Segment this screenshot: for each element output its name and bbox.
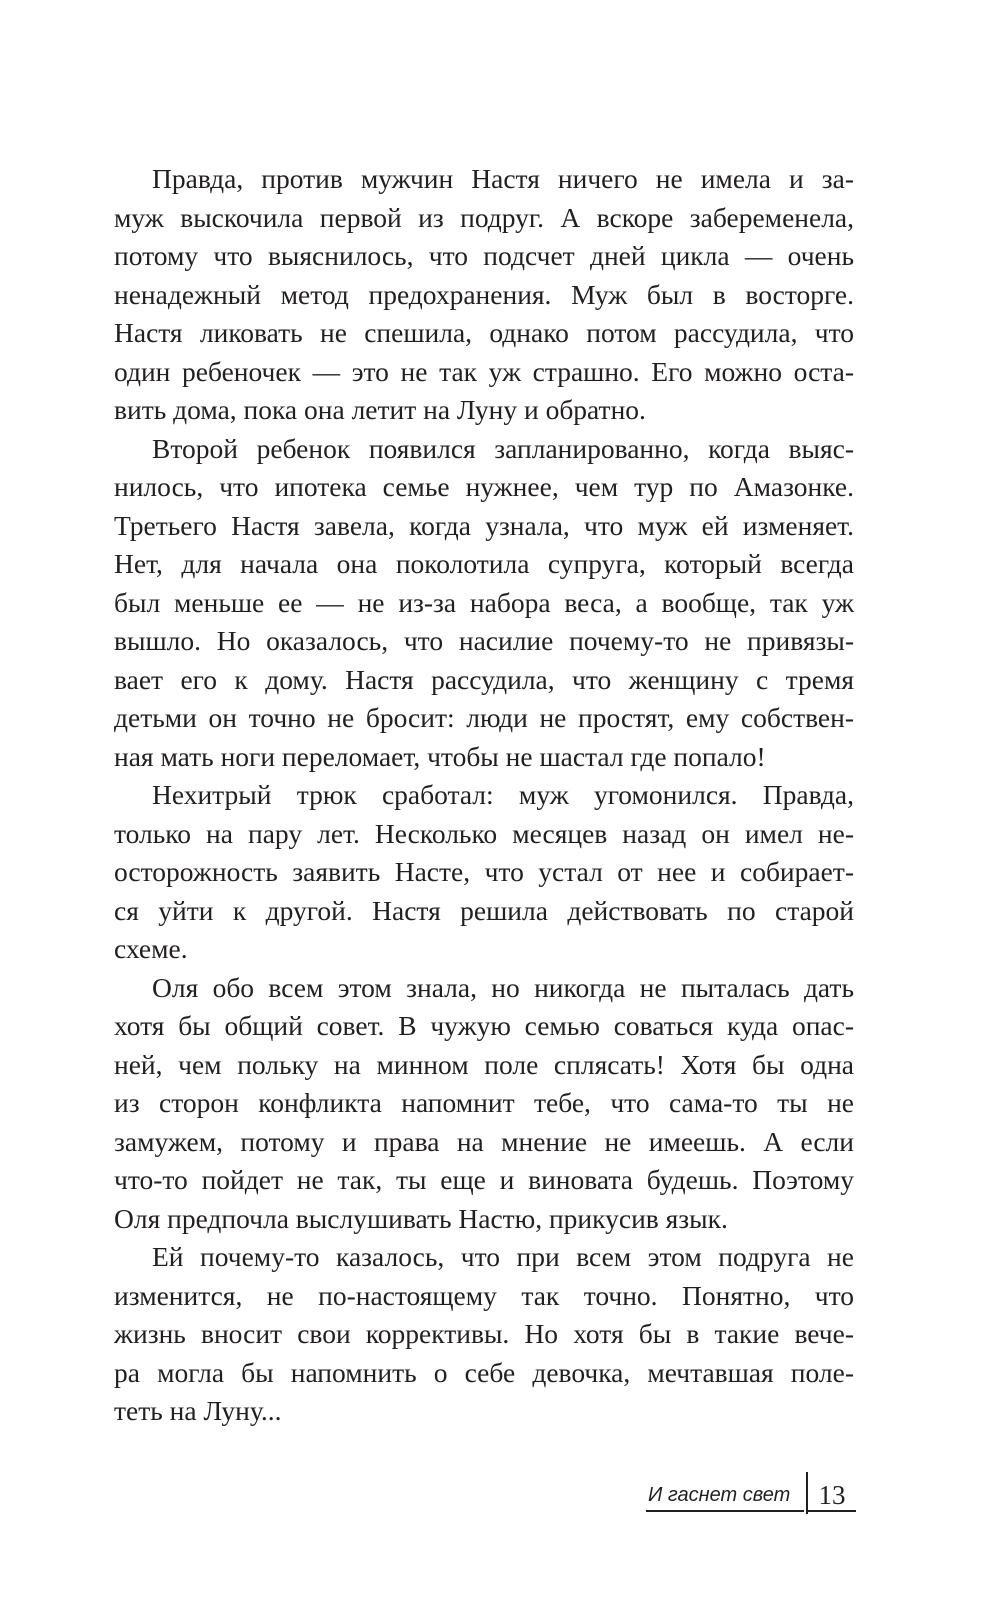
text-line: Второй ребенок появился запланированно, когда выяс- <box>152 432 854 464</box>
text-line: Оля обо всем этом знала, но никогда не пыталась дать <box>152 971 854 1003</box>
text-line: детьми он точно не бросит: люди не простят, ему собствен- <box>114 702 854 733</box>
running-title: И гаснет свет <box>646 1478 804 1512</box>
body-text <box>114 160 854 1431</box>
text-line: ра могла бы напомнить о себе девочка, мечтавшая поле- <box>114 1356 854 1388</box>
text-line: ней, чем польку на минном поле сплясать! Хотя бы одна <box>114 1048 854 1080</box>
paragraph-5 <box>114 1238 854 1431</box>
text-line: ная мать ноги переломает, чтобы не шастал где попало! <box>114 740 766 772</box>
paragraph-4 <box>114 969 854 1239</box>
paragraph-3 <box>114 776 854 969</box>
text-line: Оля предпочла выслушивать Настю, прикусив язык. <box>114 1202 728 1234</box>
text-line: один ребеночек — это не так уж страшно. Его можно оста- <box>114 355 854 387</box>
text-line: был меньше ее — не из-за набора веса, а вообще, так уж <box>114 586 854 618</box>
text-line: Третьего Настя завела, когда узнала, что муж ей изменяет. <box>114 509 854 541</box>
text-line: только на пару лет. Несколько месяцев назад он имел не- <box>114 817 854 849</box>
text-line: хотя бы общий совет. В чужую семью соваться куда опас- <box>114 1010 854 1041</box>
paragraph-1 <box>114 160 854 430</box>
paragraph-2 <box>114 430 854 777</box>
text-line: Нет, для начала она поколотила супруга, который всегда <box>114 548 854 579</box>
text-line: муж выскочила первой из подруг. А вскоре забеременела, <box>114 201 854 233</box>
text-line: Нехитрый трюк сработал: муж угомонился. Правда, <box>152 779 854 810</box>
text-line: из сторон конфликта напомнит тебе, что сама-то ты не <box>114 1087 854 1118</box>
text-line: замужем, потому и права на мнение не имеешь. А если <box>114 1125 854 1157</box>
text-line: вает его к дому. Настя рассудила, что женщину с тремя <box>114 663 854 695</box>
text-line: теть на Луну... <box>114 1395 282 1426</box>
text-line: вышло. Но оказалось, что насилие почему-то не привязы- <box>114 625 854 656</box>
page-number: 13 <box>808 1478 856 1512</box>
text-line: потому что выяснилось, что подсчет дней цикла — очень <box>114 240 854 271</box>
text-line: ненадежный метод предохранения. Муж был в восторге. <box>114 278 854 310</box>
text-line: Правда, против мужчин Настя ничего не имела и за- <box>152 163 854 194</box>
text-line: вить дома, пока она летит на Луну и обратно. <box>114 394 646 425</box>
text-line: нилось, что ипотека семье нужнее, чем тур по Амазонке. <box>114 471 854 502</box>
text-line: Ей почему-то казалось, что при всем этом подруга не <box>152 1241 854 1272</box>
text-line: ся уйти к другой. Настя решила действовать по старой <box>114 894 854 926</box>
text-line: Настя ликовать не спешила, однако потом рассудила, что <box>114 317 854 348</box>
page-footer <box>646 1472 856 1516</box>
text-line: жизнь вносит свои коррективы. Но хотя бы в такие вече- <box>114 1318 854 1349</box>
text-line: что-то пойдет не так, ты еще и виновата будешь. Поэтому <box>114 1164 854 1195</box>
text-line: изменится, не по-настоящему так точно. Понятно, что <box>114 1279 854 1311</box>
text-line: схеме. <box>114 933 188 964</box>
text-line: осторожность заявить Насте, что устал от нее и собирает- <box>114 856 854 887</box>
